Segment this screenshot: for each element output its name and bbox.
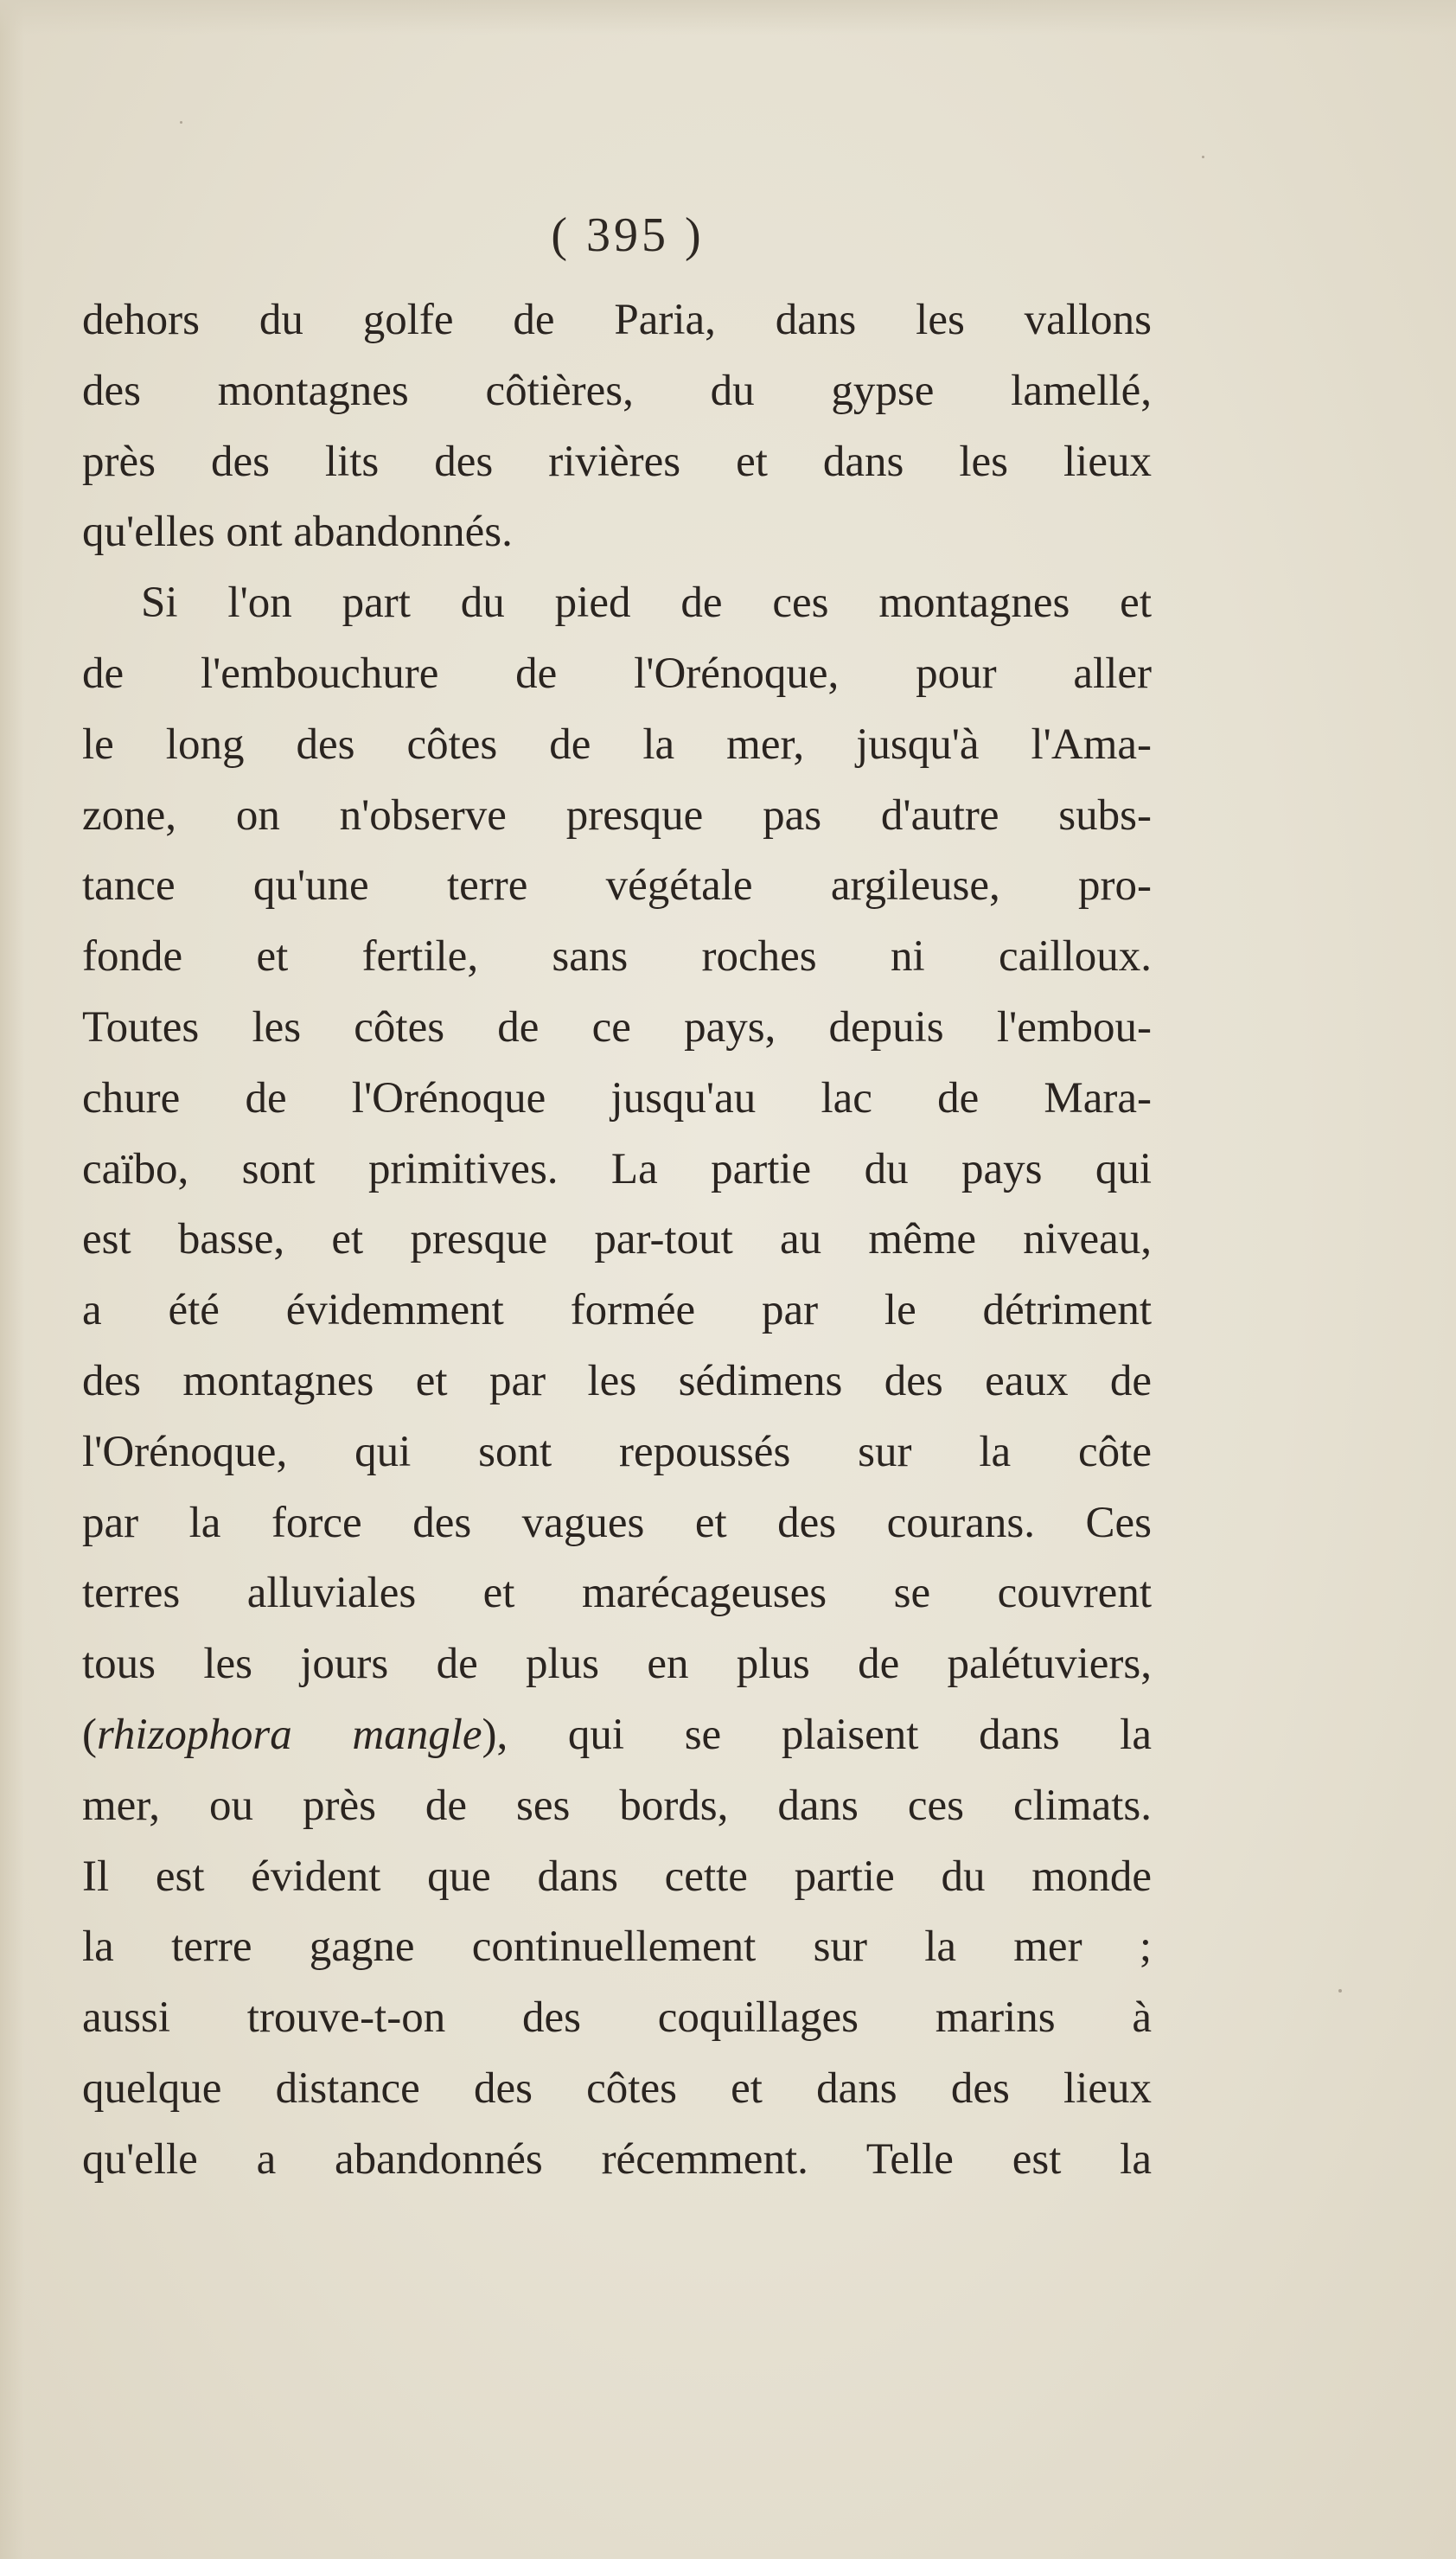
text-line: terres alluviales et marécageuses se couvrent (82, 1569, 1152, 1618)
text-line: Il est évident que dans cette partie du monde (82, 1852, 1152, 1901)
page-edge-shadow-top (0, 0, 1456, 35)
text-line: dehors du golfe de Paria, dans les vallons (82, 296, 1152, 344)
line-remainder: ), qui se plaisent dans la (482, 1710, 1152, 1759)
text-line-paragraph-end: qu'elles ont abandonnés. (82, 508, 513, 557)
text-line: de l'embouchure de l'Orénoque, pour aller (82, 649, 1152, 698)
text-line: chure de l'Orénoque jusqu'au lac de Mara- (82, 1073, 1152, 1123)
text-line: a été évidemment formée par le détriment (82, 1286, 1152, 1335)
text-line: qu'elle a abandonnés récemment. Telle est la (82, 2134, 1152, 2184)
text-line: le long des côtes de la mer, jusqu'à l'Ama- (82, 720, 1152, 769)
text-line-paragraph-start: Si l'on part du pied de ces montagnes et (141, 579, 1152, 628)
paper-speck (180, 121, 182, 124)
text-line: zone, on n'observe presque pas d'autre subs- (82, 790, 1152, 840)
text-line: des montagnes côtières, du gypse lamellé, (82, 366, 1152, 415)
page-number: ( 395 ) (551, 208, 705, 262)
text-line: la terre gagne continuellement sur la mer ; (82, 1922, 1152, 1972)
text-line-with-italic (82, 1700, 1152, 1771)
paper-speck (1338, 1989, 1342, 1993)
body-text (82, 285, 1152, 2196)
text-line: tous les jours de plus en plus de palétuviers, (82, 1640, 1152, 1689)
text-line: caïbo, sont primitives. La partie du pays qui (82, 1144, 1152, 1193)
paren-open: ( (82, 1710, 97, 1759)
text-line: mer, ou près de ses bords, dans ces climats. (82, 1781, 1152, 1830)
text-line: aussi trouve-t-on des coquillages marins à (82, 1993, 1152, 2043)
text-line: par la force des vagues et des courans. Ces (82, 1498, 1152, 1547)
text-line: des montagnes et par les sédimens des eaux de (82, 1356, 1152, 1405)
text-line: près des lits des rivières et dans les lieux (82, 437, 1152, 486)
text-line: quelque distance des côtes et dans des lieux (82, 2063, 1152, 2113)
text-line: est basse, et presque par-tout au même niveau, (82, 1215, 1152, 1264)
text-line: l'Orénoque, qui sont repoussés sur la côte (82, 1427, 1152, 1476)
italic-term: rhizophora mangle (96, 1710, 482, 1759)
text-line: Toutes les côtes de ce pays, depuis l'embou- (82, 1002, 1152, 1052)
text-line: tance qu'une terre végétale argileuse, pro- (82, 861, 1152, 911)
text-line: fonde et fertile, sans roches ni cailloux. (82, 932, 1152, 982)
page-edge-shadow-left (0, 0, 24, 2559)
paper-speck (1202, 156, 1204, 158)
